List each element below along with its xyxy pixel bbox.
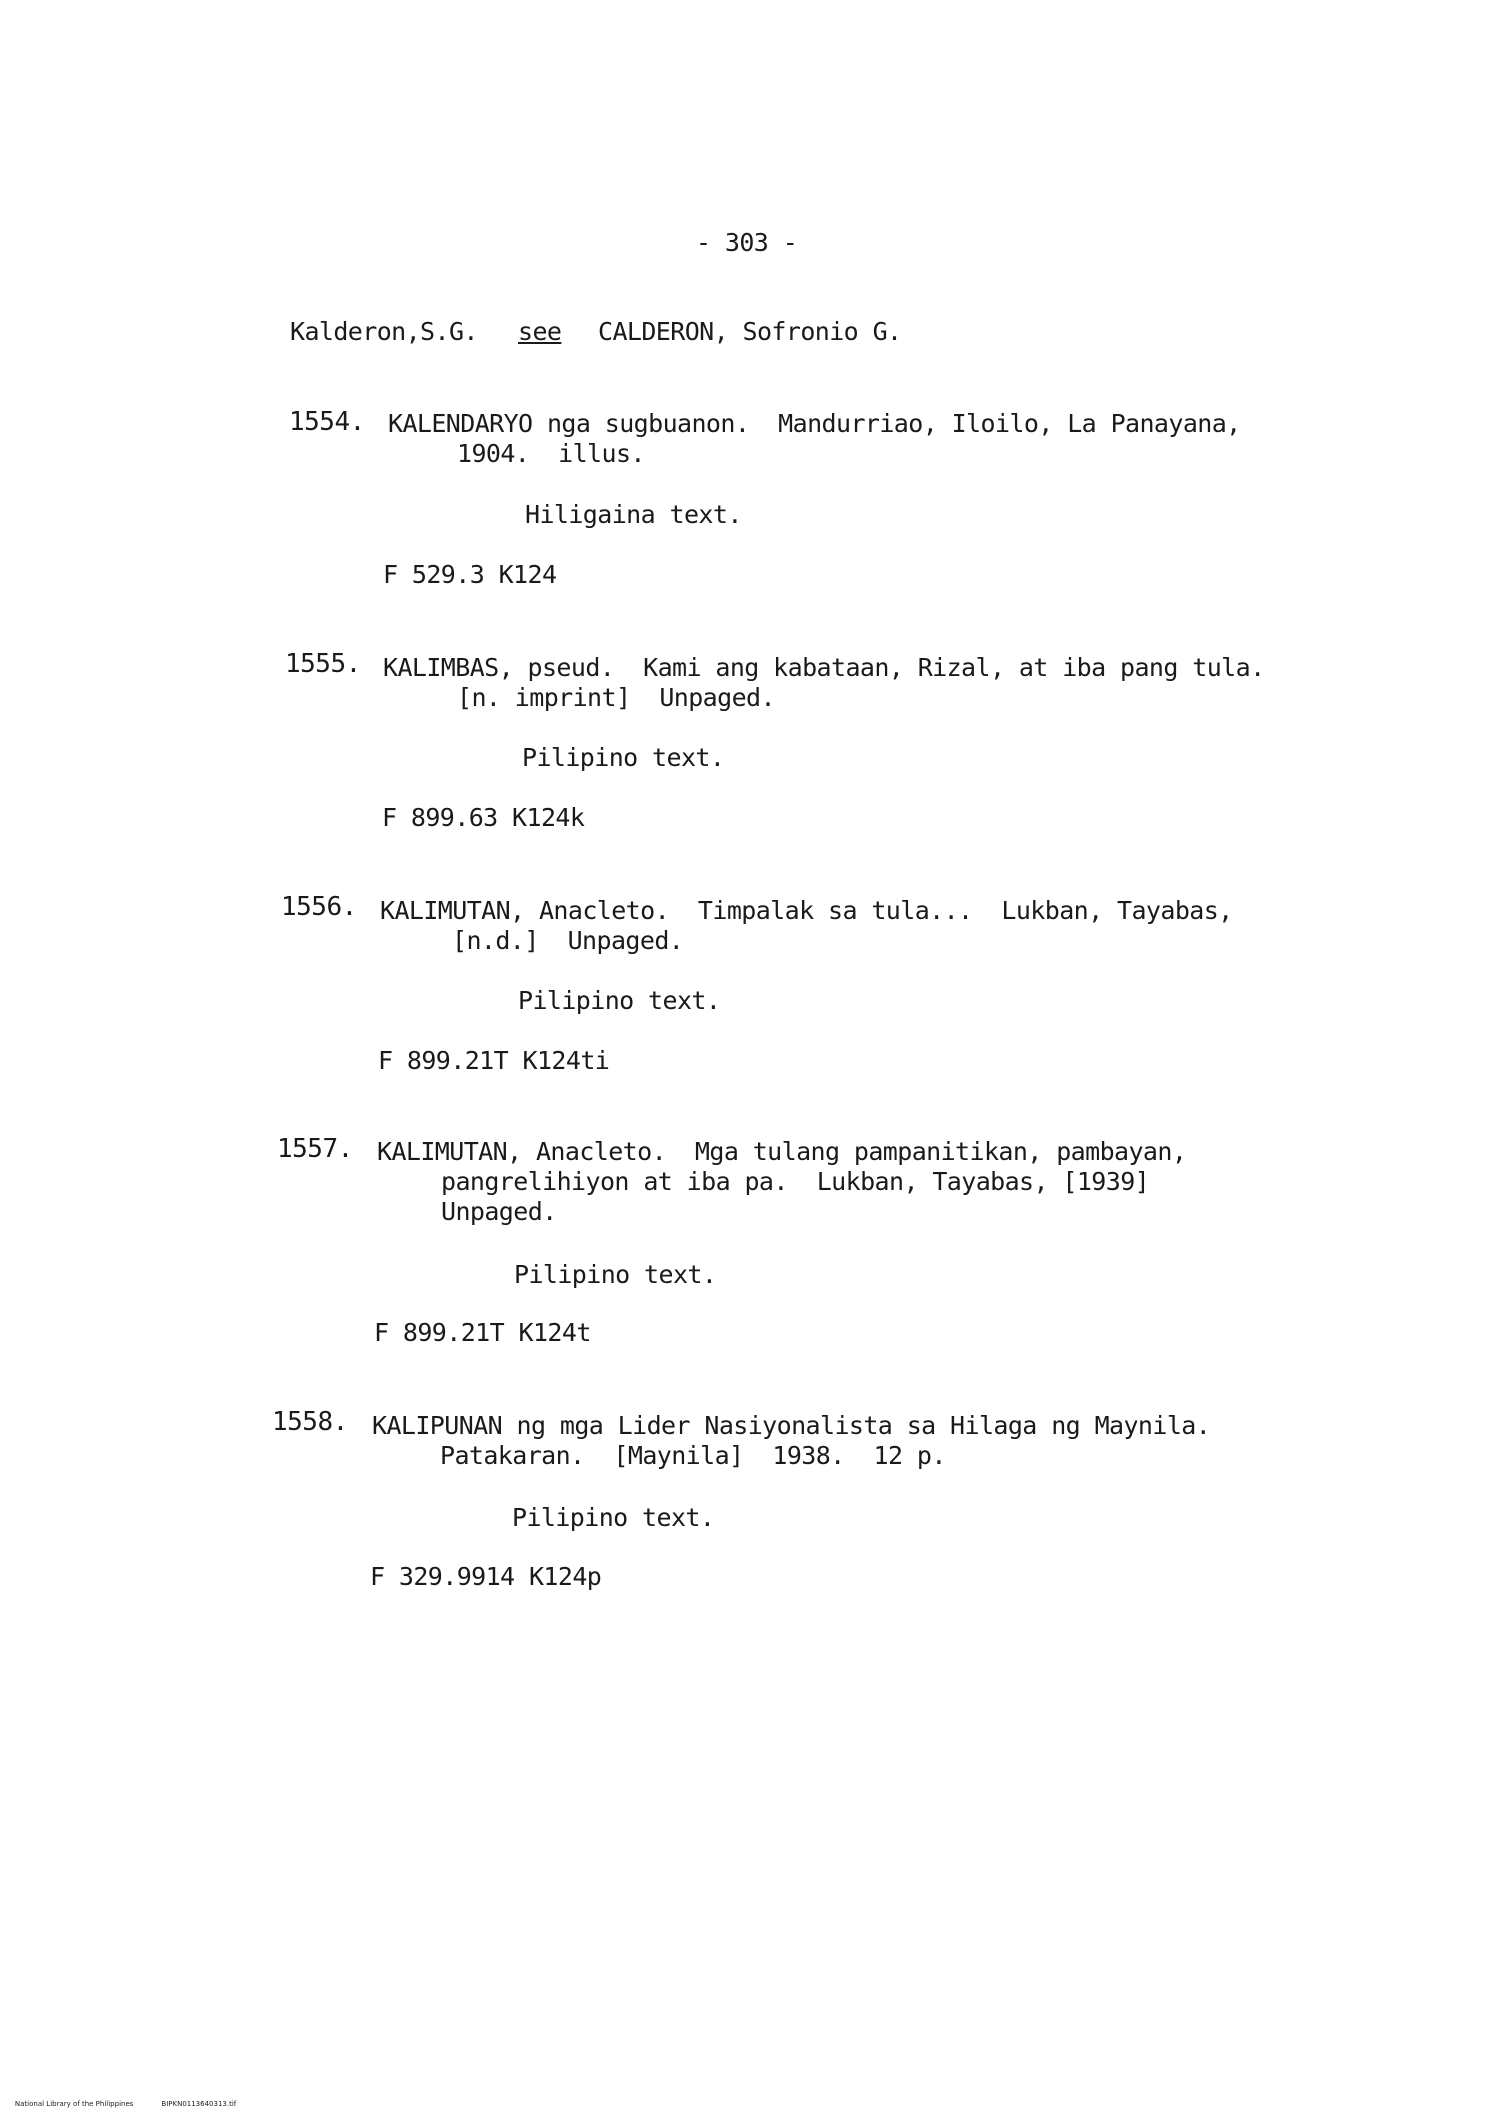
entry-number: 1558. [272, 1407, 348, 1437]
entry-line: KALIMBAS, pseud. Kami ang kabataan, Rizal, at iba pang tula. [383, 653, 1265, 682]
call-number: F 899.21T K124ti [378, 1046, 610, 1075]
entry-line: [n. imprint] Unpaged. [457, 683, 775, 712]
call-number: F 899.21T K124t [374, 1318, 591, 1347]
entry-number: 1555. [285, 649, 361, 679]
footer-source: National Library of the Philippines [14, 2100, 134, 2108]
entry-number: 1557. [277, 1134, 353, 1164]
entry-note: Pilipino text. [518, 986, 721, 1015]
entry-line: 1904. illus. [457, 439, 645, 468]
cross-reference-name: Kalderon,S.G. [290, 317, 478, 346]
entry-line: Patakaran. [Maynila] 1938. 12 p. [440, 1441, 946, 1470]
entry-note: Pilipino text. [512, 1503, 715, 1532]
entry-note: Pilipino text. [514, 1260, 717, 1289]
entry-line: Unpaged. [441, 1197, 557, 1226]
footer-filename: BIPKN0113640313.tif [161, 2100, 237, 2108]
call-number: F 329.9914 K124p [370, 1562, 602, 1591]
entry-line: KALIMUTAN, Anacleto. Mga tulang pampanitikan, pambayan, [377, 1137, 1187, 1166]
entry-line: KALENDARYO nga sugbuanon. Mandurriao, Iloilo, La Panayana, [388, 409, 1241, 438]
entry-note: Pilipino text. [522, 743, 725, 772]
cross-reference-see: see [518, 317, 562, 346]
entry-line: KALIMUTAN, Anacleto. Timpalak sa tula... Lukban, Tayabas, [380, 896, 1233, 925]
scan-footer [6, 2092, 264, 2116]
entry-number: 1556. [281, 892, 357, 922]
entry-number: 1554. [289, 407, 365, 437]
entry-line: KALIPUNAN ng mga Lider Nasiyonalista sa Hilaga ng Maynila. [372, 1411, 1211, 1440]
entry-line: [n.d.] Unpaged. [452, 926, 684, 955]
call-number: F 529.3 K124 [383, 560, 557, 589]
call-number: F 899.63 K124k [382, 803, 585, 832]
entry-line: pangrelihiyon at iba pa. Lukban, Tayabas, [1939] [441, 1167, 1150, 1196]
page-number: - 303 - [696, 228, 798, 257]
entry-note: Hiligaina text. [525, 500, 742, 529]
cross-reference-target: CALDERON, Sofronio G. [598, 317, 902, 346]
